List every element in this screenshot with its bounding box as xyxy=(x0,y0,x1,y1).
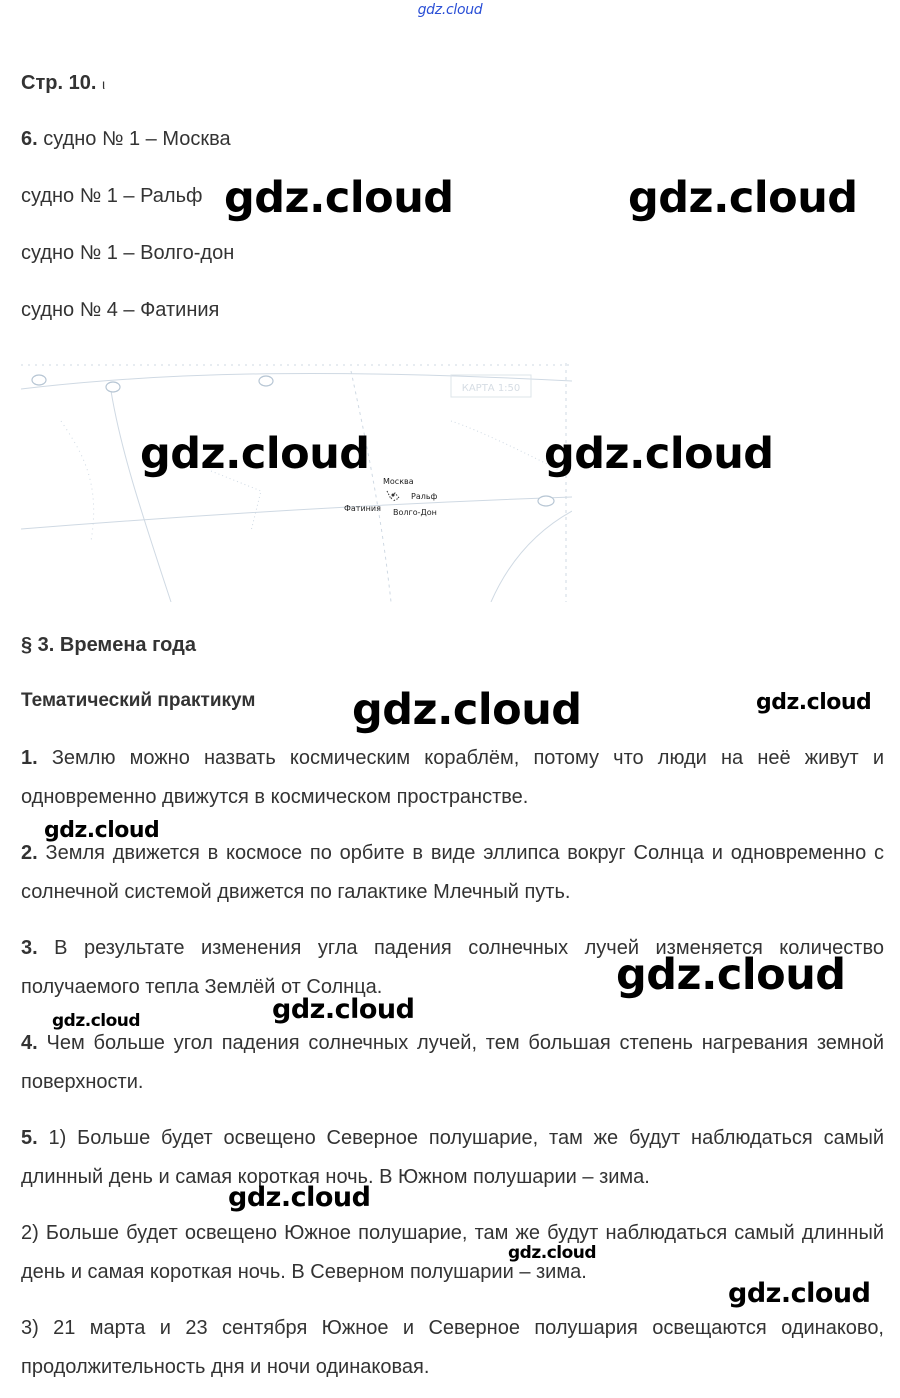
site-mark: gdz.cloud xyxy=(417,2,483,18)
answer-5-1 xyxy=(21,1119,884,1197)
answer-5-1-text: 1) Больше будет освещено Северное полушарие, там же будут наблюдаться самый длинный день и самая короткая ночь. В Южном полушарии – зима. xyxy=(21,1127,884,1188)
watermark: gdz.cloud xyxy=(352,685,582,735)
answer-1 xyxy=(21,739,884,817)
watermark: gdz.cloud xyxy=(544,429,774,479)
map-corner-label: КАРТА 1:50 xyxy=(461,383,521,394)
watermark: gdz.cloud xyxy=(224,173,454,223)
answer-2-text: Земля движется в космосе по орбите в виде эллипса вокруг Солнца и одновременно с солнечной системой движется по галактике Млечный путь. xyxy=(21,842,884,903)
answer-5-2-text: 2) Больше будет освещено Южное полушарие, там же будут наблюдаться самый длинный день и самая короткая ночь. В Северном полушарии – зима. xyxy=(21,1222,884,1283)
answer-3-text: В результате изменения угла падения солнечных лучей изменяется количество получаемого тепла Землёй от Солнца. xyxy=(21,937,884,998)
answer-2-number: 2. xyxy=(21,842,38,864)
watermark: gdz.cloud xyxy=(228,1182,371,1213)
task6-number: 6. xyxy=(21,128,38,150)
task6-line-1-text: судно № 1 – Москва xyxy=(43,128,231,150)
answer-1-number: 1. xyxy=(21,747,38,769)
task6-line-1 xyxy=(21,128,231,151)
watermark: gdz.cloud xyxy=(616,950,846,1000)
answer-3-number: 3. xyxy=(21,937,38,959)
map-label-ralf: Ральф xyxy=(411,492,438,501)
answer-4 xyxy=(21,1024,884,1102)
ships-map xyxy=(21,361,572,602)
task6-line-2: судно № 1 – Ральф xyxy=(21,185,203,207)
answer-5-number: 5. xyxy=(21,1127,38,1149)
answer-4-number: 4. xyxy=(21,1032,38,1054)
map-label-moskva: Москва xyxy=(383,477,414,486)
section-title: § 3. Времена года xyxy=(21,634,196,656)
watermark: gdz.cloud xyxy=(140,429,370,479)
task6-line-3: судно № 1 – Волго-дон xyxy=(21,242,235,264)
answer-4-text: Чем больше угол падения солнечных лучей, тем большая степень нагревания земной поверхности. xyxy=(21,1032,884,1093)
section-subtitle: Тематический практикум xyxy=(21,690,256,711)
task6-line-4: судно № 4 – Фатиния xyxy=(21,299,220,321)
watermark: gdz.cloud xyxy=(272,994,415,1025)
answer-1-text: Землю можно назвать космическим кораблём, потому что люди на неё живут и одновременно движутся в космическом пространстве. xyxy=(21,747,884,808)
watermark: gdz.cloud xyxy=(728,1278,871,1309)
watermark: gdz.cloud xyxy=(756,690,872,715)
answer-5-3 xyxy=(21,1309,884,1387)
map-label-volgo-don: Волго-Дон xyxy=(393,508,437,517)
watermark: gdz.cloud xyxy=(44,818,160,843)
answer-2 xyxy=(21,834,884,912)
watermark: gdz.cloud xyxy=(628,173,858,223)
answer-5-3-text: 3) 21 марта и 23 сентября Южное и Северное полушария освещаются одинаково, продолжительность дня и ночи одинаковая. xyxy=(21,1317,884,1378)
watermark: gdz.cloud xyxy=(508,1243,597,1263)
page-title-tail: ι xyxy=(101,76,106,92)
map-label-fatiniya: Фатиния xyxy=(344,504,381,513)
page-title-text: Стр. 10. xyxy=(21,72,97,94)
watermark: gdz.cloud xyxy=(52,1011,141,1031)
page-title xyxy=(21,72,105,95)
